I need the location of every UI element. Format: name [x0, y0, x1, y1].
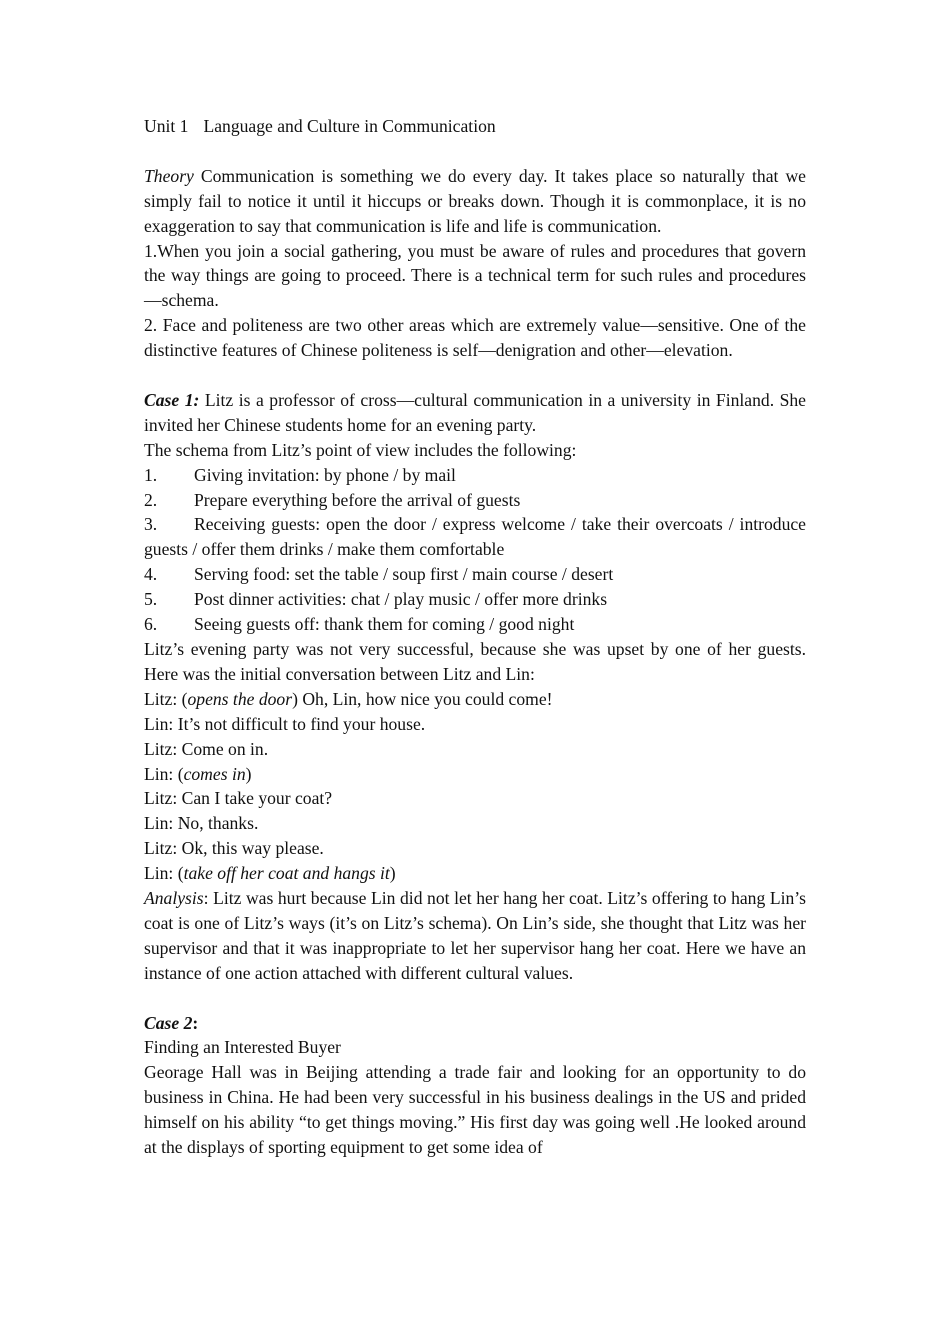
theory-point-1: 1.When you join a social gathering, you must be aware of rules and procedures that govern the way things are going to proceed. There is a technical term for such rules and procedures—schema. [144, 240, 806, 311]
case1-label: Case 1: [144, 389, 200, 410]
unit-number: Unit 1 [144, 116, 189, 136]
schema-item-text: Post dinner activities: chat / play music / offer more drinks [194, 589, 608, 610]
spacer [144, 986, 806, 1011]
document-body [144, 114, 806, 1160]
stage-direction: take off her coat and hangs it [183, 863, 390, 884]
unit-title [144, 114, 806, 139]
schema-item-text: Seeing guests off: thank them for coming / good night [194, 614, 575, 635]
case1-intro-text: Litz is a professor of cross—cultural communication in a university in Finland. She invited her Chinese students home for an evening party. [144, 389, 806, 435]
unit-title-text: Language and Culture in Communication [203, 116, 496, 136]
case2-colon: : [192, 1012, 199, 1033]
dialogue-line: Lin: No, thanks. [144, 813, 259, 834]
theory-paragraph [144, 164, 806, 239]
dialogue-line [144, 762, 806, 787]
case1-schema-intro: The schema from Litz’s point of view includes the following: [144, 439, 577, 460]
dialogue-speaker: Lin: ( [144, 863, 184, 884]
schema-item-number: 2. [144, 489, 158, 510]
theory-point-2: 2. Face and politeness are two other areas which are extremely value—sensitive. One of the distinctive features of Chinese politeness is self—denigration and other—elevation. [144, 315, 806, 361]
dialogue-text: ) [389, 863, 396, 884]
case2-heading [144, 1011, 806, 1036]
schema-item [144, 612, 806, 637]
case1-intro [144, 388, 806, 438]
schema-item-text: Receiving guests: open the door / express welcome / take their overcoats / introduce guests / offer them drinks / make them comfortable [144, 514, 806, 560]
dialogue-line: Lin: It’s not difficult to find your house. [144, 713, 426, 734]
theory-text: Communication is something we do every day. It takes place so naturally that we simply fail to notice it until it hiccups or breaks down. Though it is commonplace, it is no exaggeration to say that communication is life and life is communication. [144, 165, 806, 236]
dialogue-line: Litz: Ok, this way please. [144, 838, 324, 859]
theory-label: Theory [144, 165, 194, 186]
dialogue-text: ) Oh, Lin, how nice you could come! [292, 688, 553, 709]
dialogue-line: Litz: Come on in. [144, 738, 269, 759]
dialogue-line [144, 687, 806, 712]
schema-item [144, 488, 806, 513]
stage-direction: opens the door [187, 688, 293, 709]
dialogue-text: ) [245, 763, 252, 784]
schema-item [144, 512, 806, 562]
dialogue-speaker: Lin: ( [144, 763, 184, 784]
case1-after: Litz’s evening party was not very successful, because she was upset by one of her guests. Here was the initial conversation between Litz and Lin: [144, 639, 806, 684]
case2-label: Case 2 [144, 1012, 193, 1033]
spacer [144, 363, 806, 388]
case1-analysis [144, 886, 806, 986]
spacer [144, 139, 806, 164]
schema-item [144, 587, 806, 612]
schema-item [144, 463, 806, 488]
stage-direction: comes in [183, 763, 246, 784]
schema-item-number: 6. [144, 614, 158, 635]
dialogue-speaker: Litz: ( [144, 688, 188, 709]
schema-item-number: 3. [144, 514, 158, 535]
schema-item [144, 562, 806, 587]
dialogue-line: Litz: Can I take your coat? [144, 788, 333, 809]
case2-text: Georage Hall was in Beijing attending a trade fair and looking for an opportunity to do business in China. He had been very successful in his business dealings in the US and prided himself on his ability “to get things moving.” His first day was going well .He looked around at the displays of sporting equipment to get some idea of [144, 1062, 806, 1158]
schema-item-number: 1. [144, 464, 158, 485]
analysis-label: Analysis [144, 888, 204, 909]
schema-item-text: Prepare everything before the arrival of guests [194, 489, 521, 510]
dialogue-line [144, 861, 806, 886]
schema-item-text: Serving food: set the table / soup first / main course / desert [194, 564, 614, 585]
analysis-text: : Litz was hurt because Lin did not let her hang her coat. Litz’s offering to hang Lin’s coat is one of Litz’s ways (it’s on Litz’s schema). On Lin’s side, she thought that Litz was her supervisor and that it was inappropriate to let her supervisor hang her coat. Here we have an instance of one action attached with different cultural values. [144, 888, 806, 983]
schema-item-number: 5. [144, 589, 158, 610]
schema-item-text: Giving invitation: by phone / by mail [194, 464, 456, 485]
schema-item-number: 4. [144, 564, 158, 585]
case2-subtitle: Finding an Interested Buyer [144, 1037, 341, 1058]
